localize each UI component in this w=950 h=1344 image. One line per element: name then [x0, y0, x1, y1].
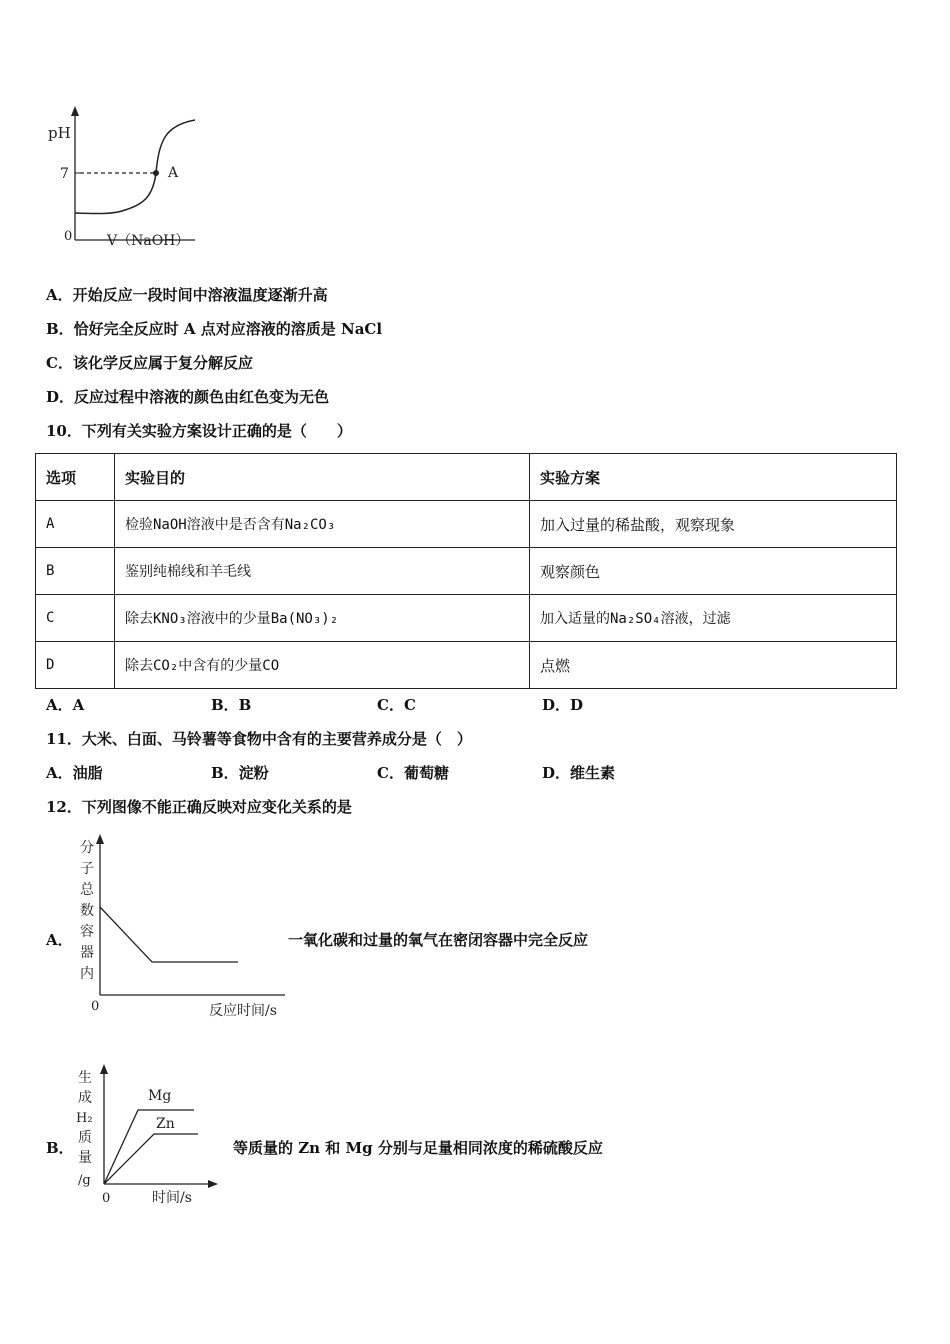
q9-option-c: C．该化学反应属于复分解反应 [46, 354, 253, 372]
y-label-char: 内 [80, 966, 94, 982]
series-zn-label: Zn [156, 1116, 175, 1132]
point-a [153, 170, 159, 176]
table-row [36, 595, 897, 642]
table-row [36, 548, 897, 595]
q12-b-text: 等质量的 Zn 和 Mg 分别与足量相同浓度的稀硫酸反应 [233, 1139, 603, 1157]
row-plan: 加入过量的稀盐酸，观察现象 [530, 501, 897, 548]
x-axis-label: 时间/s [152, 1190, 192, 1206]
q10-choice-b: B．B [211, 696, 252, 714]
q9-option-b: B．恰好完全反应时 A 点对应溶液的溶质是 NaCl [46, 320, 383, 338]
y-label-line: 成 [78, 1090, 92, 1106]
x-axis-arrow [208, 1180, 218, 1188]
point-a-label: A [168, 165, 179, 181]
row-plan: 点燃 [530, 642, 897, 689]
series-mg-label: Mg [148, 1088, 172, 1104]
y-axis-arrow [96, 834, 104, 844]
row-option: C [36, 595, 115, 642]
y-label-char: 分 [80, 840, 94, 856]
y-axis-label: pH [48, 124, 71, 142]
q12-stem: 12．下列图像不能正确反映对应变化关系的是 [46, 798, 352, 816]
y-label-line: 质 [78, 1130, 92, 1146]
y-axis-arrow [71, 106, 79, 116]
row-option: D [36, 642, 115, 689]
q12-b-figure [70, 1062, 230, 1212]
q12-a-text: 一氧化碳和过量的氧气在密闭容器中完全反应 [288, 931, 589, 949]
table-row [36, 642, 897, 689]
ph-titration-figure [40, 100, 210, 260]
y-label-line: 生 [78, 1070, 92, 1086]
y-label-char: 数 [80, 903, 94, 919]
q9-option-a: A．开始反应一段时间中溶液温度逐渐升高 [46, 286, 328, 304]
q10-choice-d: D．D [542, 696, 584, 714]
y-label-char: 器 [80, 945, 94, 961]
row-purpose: 除去CO₂中含有的少量CO [115, 642, 530, 689]
y-label-char: 容 [80, 924, 94, 940]
q12-a-label: A． [46, 931, 73, 949]
x-axis-label: V（NaOH） [107, 233, 190, 249]
q12-a-figure [70, 830, 290, 1025]
header-plan: 实验方案 [530, 454, 897, 501]
y-label-line: H₂ [76, 1111, 93, 1126]
y-label-line: 量 [78, 1150, 92, 1166]
q10-choice-a: A．A [46, 696, 85, 714]
q11-choice-a: A．油脂 [46, 764, 103, 782]
origin-label: 0 [102, 1191, 111, 1206]
table-header-row [36, 454, 897, 501]
y-label-line: /g [78, 1173, 91, 1188]
y-axis-arrow [100, 1064, 108, 1074]
row-purpose: 除去KNO₃溶液中的少量Ba(NO₃)₂ [115, 595, 530, 642]
row-purpose: 检验NaOH溶液中是否含有Na₂CO₃ [115, 501, 530, 548]
row-plan: 加入适量的Na₂SO₄溶液，过滤 [530, 595, 897, 642]
q11-choice-b: B．淀粉 [211, 764, 269, 782]
series-mg-line [104, 1110, 194, 1184]
table-row [36, 501, 897, 548]
row-option: B [36, 548, 115, 595]
row-option: A [36, 501, 115, 548]
q11-stem: 11．大米、白面、马铃薯等食物中含有的主要营养成分是（ ） [46, 730, 472, 748]
header-option: 选项 [36, 454, 115, 501]
x-axis-label: 反应时间/s [209, 1003, 277, 1019]
q11-choice-d: D．维生素 [542, 764, 616, 782]
series-zn-line [104, 1134, 198, 1184]
row-purpose: 鉴别纯棉线和羊毛线 [115, 548, 530, 595]
header-purpose: 实验目的 [115, 454, 530, 501]
experiment-table [35, 453, 897, 689]
q9-option-d: D．反应过程中溶液的颜色由红色变为无色 [46, 388, 330, 406]
y-label-char: 子 [80, 861, 94, 877]
origin-label: 0 [64, 229, 73, 244]
molecule-count-line [100, 907, 238, 962]
q11-choice-c: C．葡萄糖 [377, 764, 449, 782]
q12-b-label: B． [46, 1139, 74, 1157]
y-label-char: 总 [80, 882, 94, 898]
q10-choice-c: C．C [377, 696, 416, 714]
origin-label: 0 [91, 999, 100, 1014]
row-plan: 观察颜色 [530, 548, 897, 595]
seven-tick-label: 7 [60, 166, 69, 182]
q10-stem: 10．下列有关实验方案设计正确的是（ ） [46, 422, 352, 440]
